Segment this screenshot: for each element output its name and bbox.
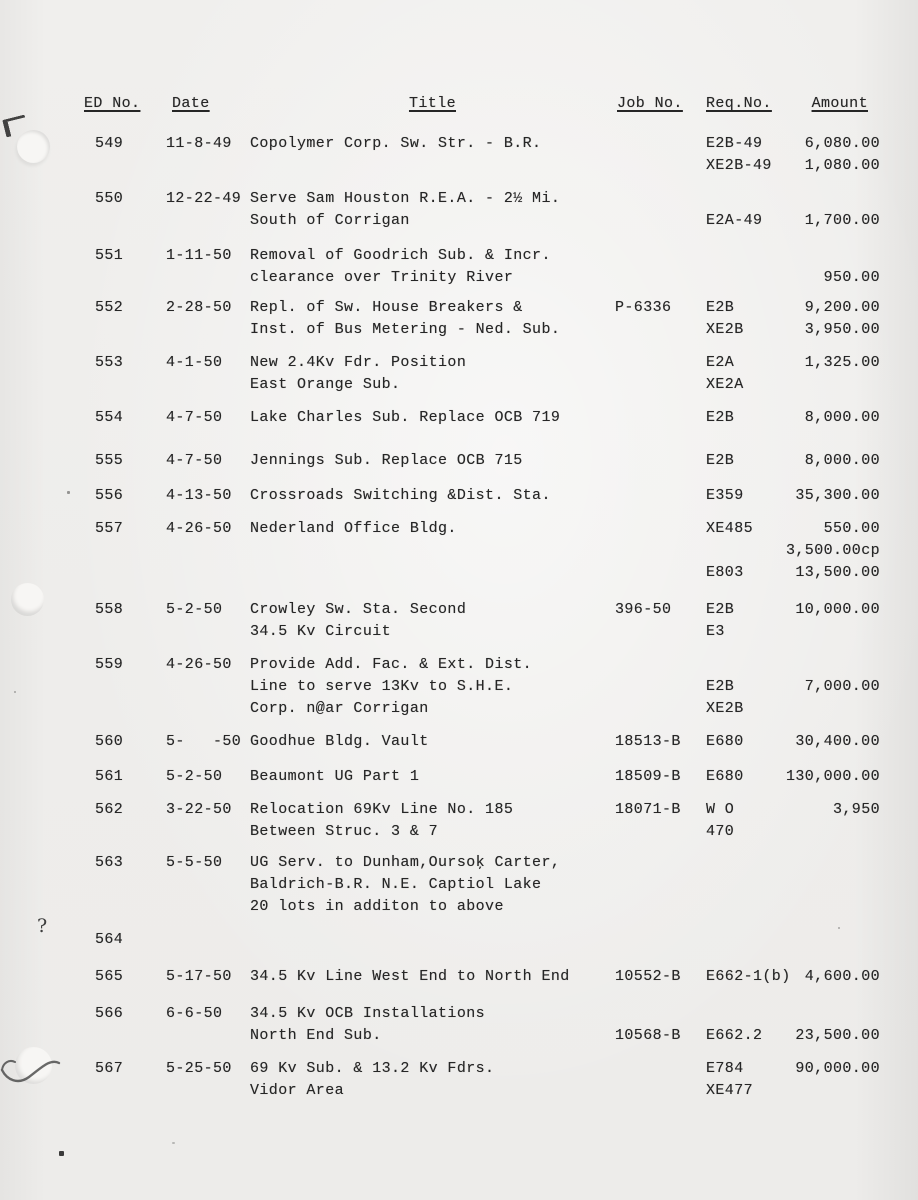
row-job-no bbox=[615, 599, 706, 643]
handwritten-question-mark: ? bbox=[37, 915, 48, 937]
text-line: 18071-B bbox=[615, 801, 681, 818]
text-line bbox=[706, 188, 780, 210]
row-amount bbox=[780, 245, 880, 289]
text-line: Crowley Sw. Sta. Second bbox=[250, 601, 467, 618]
table-row bbox=[95, 1003, 880, 1047]
row-amount bbox=[780, 966, 880, 988]
text-line: UG Serv. to Dunham,Oursoķ Carter, bbox=[250, 854, 561, 871]
text-line: E2B bbox=[706, 678, 735, 695]
row-job-no bbox=[615, 852, 706, 918]
text-line: XE2B-49 bbox=[706, 157, 772, 174]
row-title bbox=[250, 133, 615, 177]
text-line bbox=[615, 1003, 706, 1025]
text-line: Nederland Office Bldg. bbox=[250, 520, 457, 537]
table-row bbox=[95, 654, 880, 720]
row-title bbox=[250, 297, 615, 341]
table-row bbox=[95, 245, 880, 289]
table-row bbox=[95, 297, 880, 341]
row-job-no bbox=[615, 799, 706, 843]
column-header-req-no bbox=[706, 93, 780, 115]
row-job-no bbox=[615, 245, 706, 289]
row-job-no bbox=[615, 654, 706, 720]
row-date: 4-13-50 bbox=[166, 487, 232, 504]
row-req-no bbox=[706, 654, 780, 720]
text-line: Copolymer Corp. Sw. Str. - B.R. bbox=[250, 135, 542, 152]
table-row bbox=[95, 1058, 880, 1102]
row-job-no bbox=[615, 407, 706, 429]
row-date: 4-26-50 bbox=[166, 520, 232, 537]
row-req-no bbox=[706, 1058, 780, 1102]
row-date: 4-26-50 bbox=[166, 656, 232, 673]
text-line: South of Corrigan bbox=[250, 212, 410, 229]
text-line: E3 bbox=[706, 623, 725, 640]
text-line: Beaumont UG Part 1 bbox=[250, 768, 420, 785]
row-req-no bbox=[706, 450, 780, 472]
row-ed-number: 556 bbox=[95, 487, 124, 504]
row-req-no bbox=[706, 852, 780, 918]
row-date: 5-5-50 bbox=[166, 854, 223, 871]
text-line bbox=[780, 245, 880, 267]
row-amount bbox=[780, 766, 880, 788]
row-title bbox=[250, 245, 615, 289]
row-date bbox=[166, 929, 250, 951]
row-req-no bbox=[706, 731, 780, 753]
row-title bbox=[250, 450, 615, 472]
text-line: 8,000.00 bbox=[804, 409, 880, 426]
row-ed-number: 559 bbox=[95, 656, 124, 673]
ink-speck bbox=[59, 1151, 64, 1156]
row-amount bbox=[780, 599, 880, 643]
row-req-no bbox=[706, 485, 780, 507]
column-header-job-no bbox=[615, 93, 706, 115]
row-title bbox=[250, 1003, 615, 1047]
ink-speck bbox=[172, 1142, 175, 1144]
text-line bbox=[706, 654, 780, 676]
text-line: E680 bbox=[706, 768, 744, 785]
text-line: E2B bbox=[706, 452, 735, 469]
text-line: E2A-49 bbox=[706, 212, 763, 229]
row-job-no bbox=[615, 929, 706, 951]
text-line: Line to serve 13Kv to S.H.E. bbox=[250, 678, 514, 695]
text-line: Between Struc. 3 & 7 bbox=[250, 823, 439, 840]
table-row bbox=[95, 518, 880, 584]
text-line: 550.00 bbox=[823, 520, 880, 537]
text-line: 3,950.00 bbox=[804, 321, 880, 338]
row-job-no bbox=[615, 966, 706, 988]
row-amount bbox=[780, 133, 880, 177]
text-line: Lake Charles Sub. Replace OCB 719 bbox=[250, 409, 561, 426]
text-line: XE485 bbox=[706, 520, 754, 537]
text-line: XE2B bbox=[706, 700, 744, 717]
column-header-date bbox=[166, 93, 250, 115]
text-line: XE2A bbox=[706, 376, 744, 393]
row-title bbox=[250, 929, 615, 951]
text-line: 18509-B bbox=[615, 768, 681, 785]
text-line: 9,200.00 bbox=[804, 299, 880, 316]
text-line: 34.5 Kv Circuit bbox=[250, 623, 392, 640]
table-row bbox=[95, 133, 880, 177]
row-date: 3-22-50 bbox=[166, 801, 232, 818]
row-amount bbox=[780, 485, 880, 507]
text-line: 396-50 bbox=[615, 601, 672, 618]
text-line: E662.2 bbox=[706, 1027, 763, 1044]
row-ed-number: 554 bbox=[95, 409, 124, 426]
text-line: 34.5 Kv Line West End to North End bbox=[250, 968, 570, 985]
text-line: Vidor Area bbox=[250, 1082, 345, 1099]
row-title bbox=[250, 352, 615, 396]
text-line: E662-1(b) bbox=[706, 968, 791, 985]
row-title bbox=[250, 485, 615, 507]
text-line: Corp. n@ar Corrigan bbox=[250, 700, 429, 717]
table-row bbox=[95, 929, 880, 951]
text-line: clearance over Trinity River bbox=[250, 269, 514, 286]
row-job-no bbox=[615, 485, 706, 507]
text-line: E680 bbox=[706, 733, 744, 750]
row-amount bbox=[780, 352, 880, 396]
row-job-no bbox=[615, 1003, 706, 1047]
text-line: Crossroads Switching &Dist. Sta. bbox=[250, 487, 551, 504]
row-job-no bbox=[615, 450, 706, 472]
row-date: 12-22-49 bbox=[166, 190, 242, 207]
row-req-no bbox=[706, 352, 780, 396]
text-line: 470 bbox=[706, 823, 735, 840]
text-line: Jennings Sub. Replace OCB 715 bbox=[250, 452, 523, 469]
row-req-no bbox=[706, 766, 780, 788]
text-line: E359 bbox=[706, 487, 744, 504]
text-line: 1,080.00 bbox=[804, 157, 880, 174]
text-line: 34.5 Kv OCB Installations bbox=[250, 1005, 486, 1022]
row-amount bbox=[780, 297, 880, 341]
text-line: 35,300.00 bbox=[795, 487, 880, 504]
row-job-no bbox=[615, 188, 706, 232]
column-header-label: Title bbox=[408, 95, 456, 112]
row-ed-number: 555 bbox=[95, 452, 124, 469]
text-line: XE477 bbox=[706, 1082, 754, 1099]
text-line: Goodhue Bldg. Vault bbox=[250, 733, 429, 750]
text-line bbox=[780, 188, 880, 210]
row-ed-number: 560 bbox=[95, 733, 124, 750]
row-date: 6-6-50 bbox=[166, 1005, 223, 1022]
row-amount bbox=[780, 1058, 880, 1102]
table-row bbox=[95, 450, 880, 472]
text-line: E2B-49 bbox=[706, 135, 763, 152]
row-title bbox=[250, 518, 615, 584]
row-ed-number: 566 bbox=[95, 1005, 124, 1022]
column-header-ed-no bbox=[84, 93, 166, 115]
row-amount bbox=[780, 799, 880, 843]
row-amount bbox=[780, 407, 880, 429]
column-header-label: Amount bbox=[811, 95, 868, 112]
table-header bbox=[84, 93, 880, 115]
column-header-label: Req.No. bbox=[706, 95, 772, 112]
row-ed-number: 558 bbox=[95, 601, 124, 618]
text-line: 6,080.00 bbox=[804, 135, 880, 152]
row-ed-number: 564 bbox=[95, 931, 124, 948]
text-line: 10,000.00 bbox=[795, 601, 880, 618]
column-header-label: Date bbox=[172, 95, 210, 112]
row-title bbox=[250, 799, 615, 843]
row-title bbox=[250, 654, 615, 720]
punch-hole-top bbox=[17, 130, 50, 163]
text-line: 3,950 bbox=[832, 801, 880, 818]
row-date: 4-7-50 bbox=[166, 409, 223, 426]
row-amount bbox=[780, 1003, 880, 1047]
text-line: 20 lots in additon to above bbox=[250, 898, 504, 915]
text-line: 4,600.00 bbox=[804, 968, 880, 985]
text-line bbox=[780, 1003, 880, 1025]
row-job-no bbox=[615, 133, 706, 177]
text-line: E2B bbox=[706, 299, 735, 316]
row-job-no bbox=[615, 518, 706, 584]
row-req-no bbox=[706, 1003, 780, 1047]
row-job-no bbox=[615, 766, 706, 788]
row-ed-number: 567 bbox=[95, 1060, 124, 1077]
row-date: 5-17-50 bbox=[166, 968, 232, 985]
text-line: E784 bbox=[706, 1060, 744, 1077]
text-line: 69 Kv Sub. & 13.2 Kv Fdrs. bbox=[250, 1060, 495, 1077]
table-row bbox=[95, 599, 880, 643]
row-date: 4-7-50 bbox=[166, 452, 223, 469]
text-line: New 2.4Kv Fdr. Position bbox=[250, 354, 467, 371]
row-amount bbox=[780, 731, 880, 753]
table-row bbox=[95, 766, 880, 788]
row-ed-number: 549 bbox=[95, 135, 124, 152]
row-title bbox=[250, 188, 615, 232]
row-date: 5-25-50 bbox=[166, 1060, 232, 1077]
row-date: 2-28-50 bbox=[166, 299, 232, 316]
row-ed-number: 563 bbox=[95, 854, 124, 871]
text-line: 13,500.00 bbox=[795, 564, 880, 581]
row-date: 5-2-50 bbox=[166, 601, 223, 618]
text-line: 1,325.00 bbox=[804, 354, 880, 371]
row-title bbox=[250, 731, 615, 753]
text-line: Relocation 69Kv Line No. 185 bbox=[250, 801, 514, 818]
text-line bbox=[706, 540, 780, 562]
text-line: North End Sub. bbox=[250, 1027, 382, 1044]
row-req-no bbox=[706, 599, 780, 643]
text-line: 18513-B bbox=[615, 733, 681, 750]
row-date: 1-11-50 bbox=[166, 247, 232, 264]
column-header-title bbox=[250, 93, 615, 115]
text-line: 130,000.00 bbox=[785, 768, 880, 785]
column-header-amount bbox=[780, 93, 880, 115]
text-line: 950.00 bbox=[823, 269, 880, 286]
text-line: Removal of Goodrich Sub. & Incr. bbox=[250, 247, 551, 264]
text-line: Provide Add. Fac. & Ext. Dist. bbox=[250, 656, 533, 673]
punch-hole-middle bbox=[11, 583, 44, 616]
row-job-no bbox=[615, 297, 706, 341]
text-line: E2B bbox=[706, 601, 735, 618]
pen-scribble-bottom-left bbox=[0, 1046, 62, 1092]
text-line: Inst. of Bus Metering - Ned. Sub. bbox=[250, 321, 561, 338]
text-line: 1,700.00 bbox=[804, 212, 880, 229]
row-amount bbox=[780, 450, 880, 472]
row-title bbox=[250, 407, 615, 429]
text-line: P-6336 bbox=[615, 299, 672, 316]
row-req-no bbox=[706, 518, 780, 584]
table-row bbox=[95, 966, 880, 988]
text-line: 7,000.00 bbox=[804, 678, 880, 695]
text-line: 3,500.00cp bbox=[785, 542, 880, 559]
row-date: 5- -50 bbox=[166, 733, 242, 750]
text-line: Repl. of Sw. House Breakers & bbox=[250, 299, 523, 316]
row-ed-number: 550 bbox=[95, 190, 124, 207]
row-req-no bbox=[706, 407, 780, 429]
table-row bbox=[95, 352, 880, 396]
row-req-no bbox=[706, 799, 780, 843]
row-date: 4-1-50 bbox=[166, 354, 223, 371]
column-header-label: Job No. bbox=[617, 95, 683, 112]
row-req-no bbox=[706, 188, 780, 232]
text-line: 8,000.00 bbox=[804, 452, 880, 469]
row-ed-number: 557 bbox=[95, 520, 124, 537]
text-line: East Orange Sub. bbox=[250, 376, 401, 393]
text-line: E2A bbox=[706, 354, 735, 371]
row-ed-number: 565 bbox=[95, 968, 124, 985]
row-amount bbox=[780, 654, 880, 720]
row-req-no bbox=[706, 245, 780, 289]
text-line: W O bbox=[706, 801, 735, 818]
row-req-no bbox=[706, 929, 780, 951]
text-line: Baldrich-B.R. N.E. Captiol Lake bbox=[250, 876, 542, 893]
row-amount bbox=[780, 929, 880, 951]
text-line: 90,000.00 bbox=[795, 1060, 880, 1077]
row-req-no bbox=[706, 297, 780, 341]
row-ed-number: 552 bbox=[95, 299, 124, 316]
table-row bbox=[95, 799, 880, 843]
row-job-no bbox=[615, 352, 706, 396]
text-line: Serve Sam Houston R.E.A. - 2½ Mi. bbox=[250, 190, 561, 207]
ink-speck bbox=[14, 691, 16, 693]
row-amount bbox=[780, 852, 880, 918]
text-line: E2B bbox=[706, 409, 735, 426]
row-job-no bbox=[615, 1058, 706, 1102]
row-title bbox=[250, 966, 615, 988]
text-line bbox=[780, 654, 880, 676]
table-row bbox=[95, 852, 880, 918]
column-header-label: ED No. bbox=[84, 95, 141, 112]
text-line: 10552-B bbox=[615, 968, 681, 985]
table-row bbox=[95, 188, 880, 232]
row-req-no bbox=[706, 133, 780, 177]
row-title bbox=[250, 766, 615, 788]
row-req-no bbox=[706, 966, 791, 988]
table-row bbox=[95, 485, 880, 507]
row-ed-number: 551 bbox=[95, 247, 124, 264]
row-date: 5-2-50 bbox=[166, 768, 223, 785]
row-ed-number: 553 bbox=[95, 354, 124, 371]
text-line: 23,500.00 bbox=[795, 1027, 880, 1044]
row-job-no bbox=[615, 731, 706, 753]
row-title bbox=[250, 1058, 615, 1102]
text-line: E803 bbox=[706, 564, 744, 581]
row-date: 11-8-49 bbox=[166, 135, 232, 152]
row-amount bbox=[780, 188, 880, 232]
row-title bbox=[250, 852, 615, 918]
text-line: XE2B bbox=[706, 321, 744, 338]
text-line: 10568-B bbox=[615, 1027, 681, 1044]
row-ed-number: 561 bbox=[95, 768, 124, 785]
ink-speck bbox=[67, 491, 70, 494]
text-line bbox=[706, 1003, 780, 1025]
table-row bbox=[95, 407, 880, 429]
row-amount bbox=[780, 518, 880, 584]
text-line: 30,400.00 bbox=[795, 733, 880, 750]
table-row bbox=[95, 731, 880, 753]
row-title bbox=[250, 599, 615, 643]
row-ed-number: 562 bbox=[95, 801, 124, 818]
